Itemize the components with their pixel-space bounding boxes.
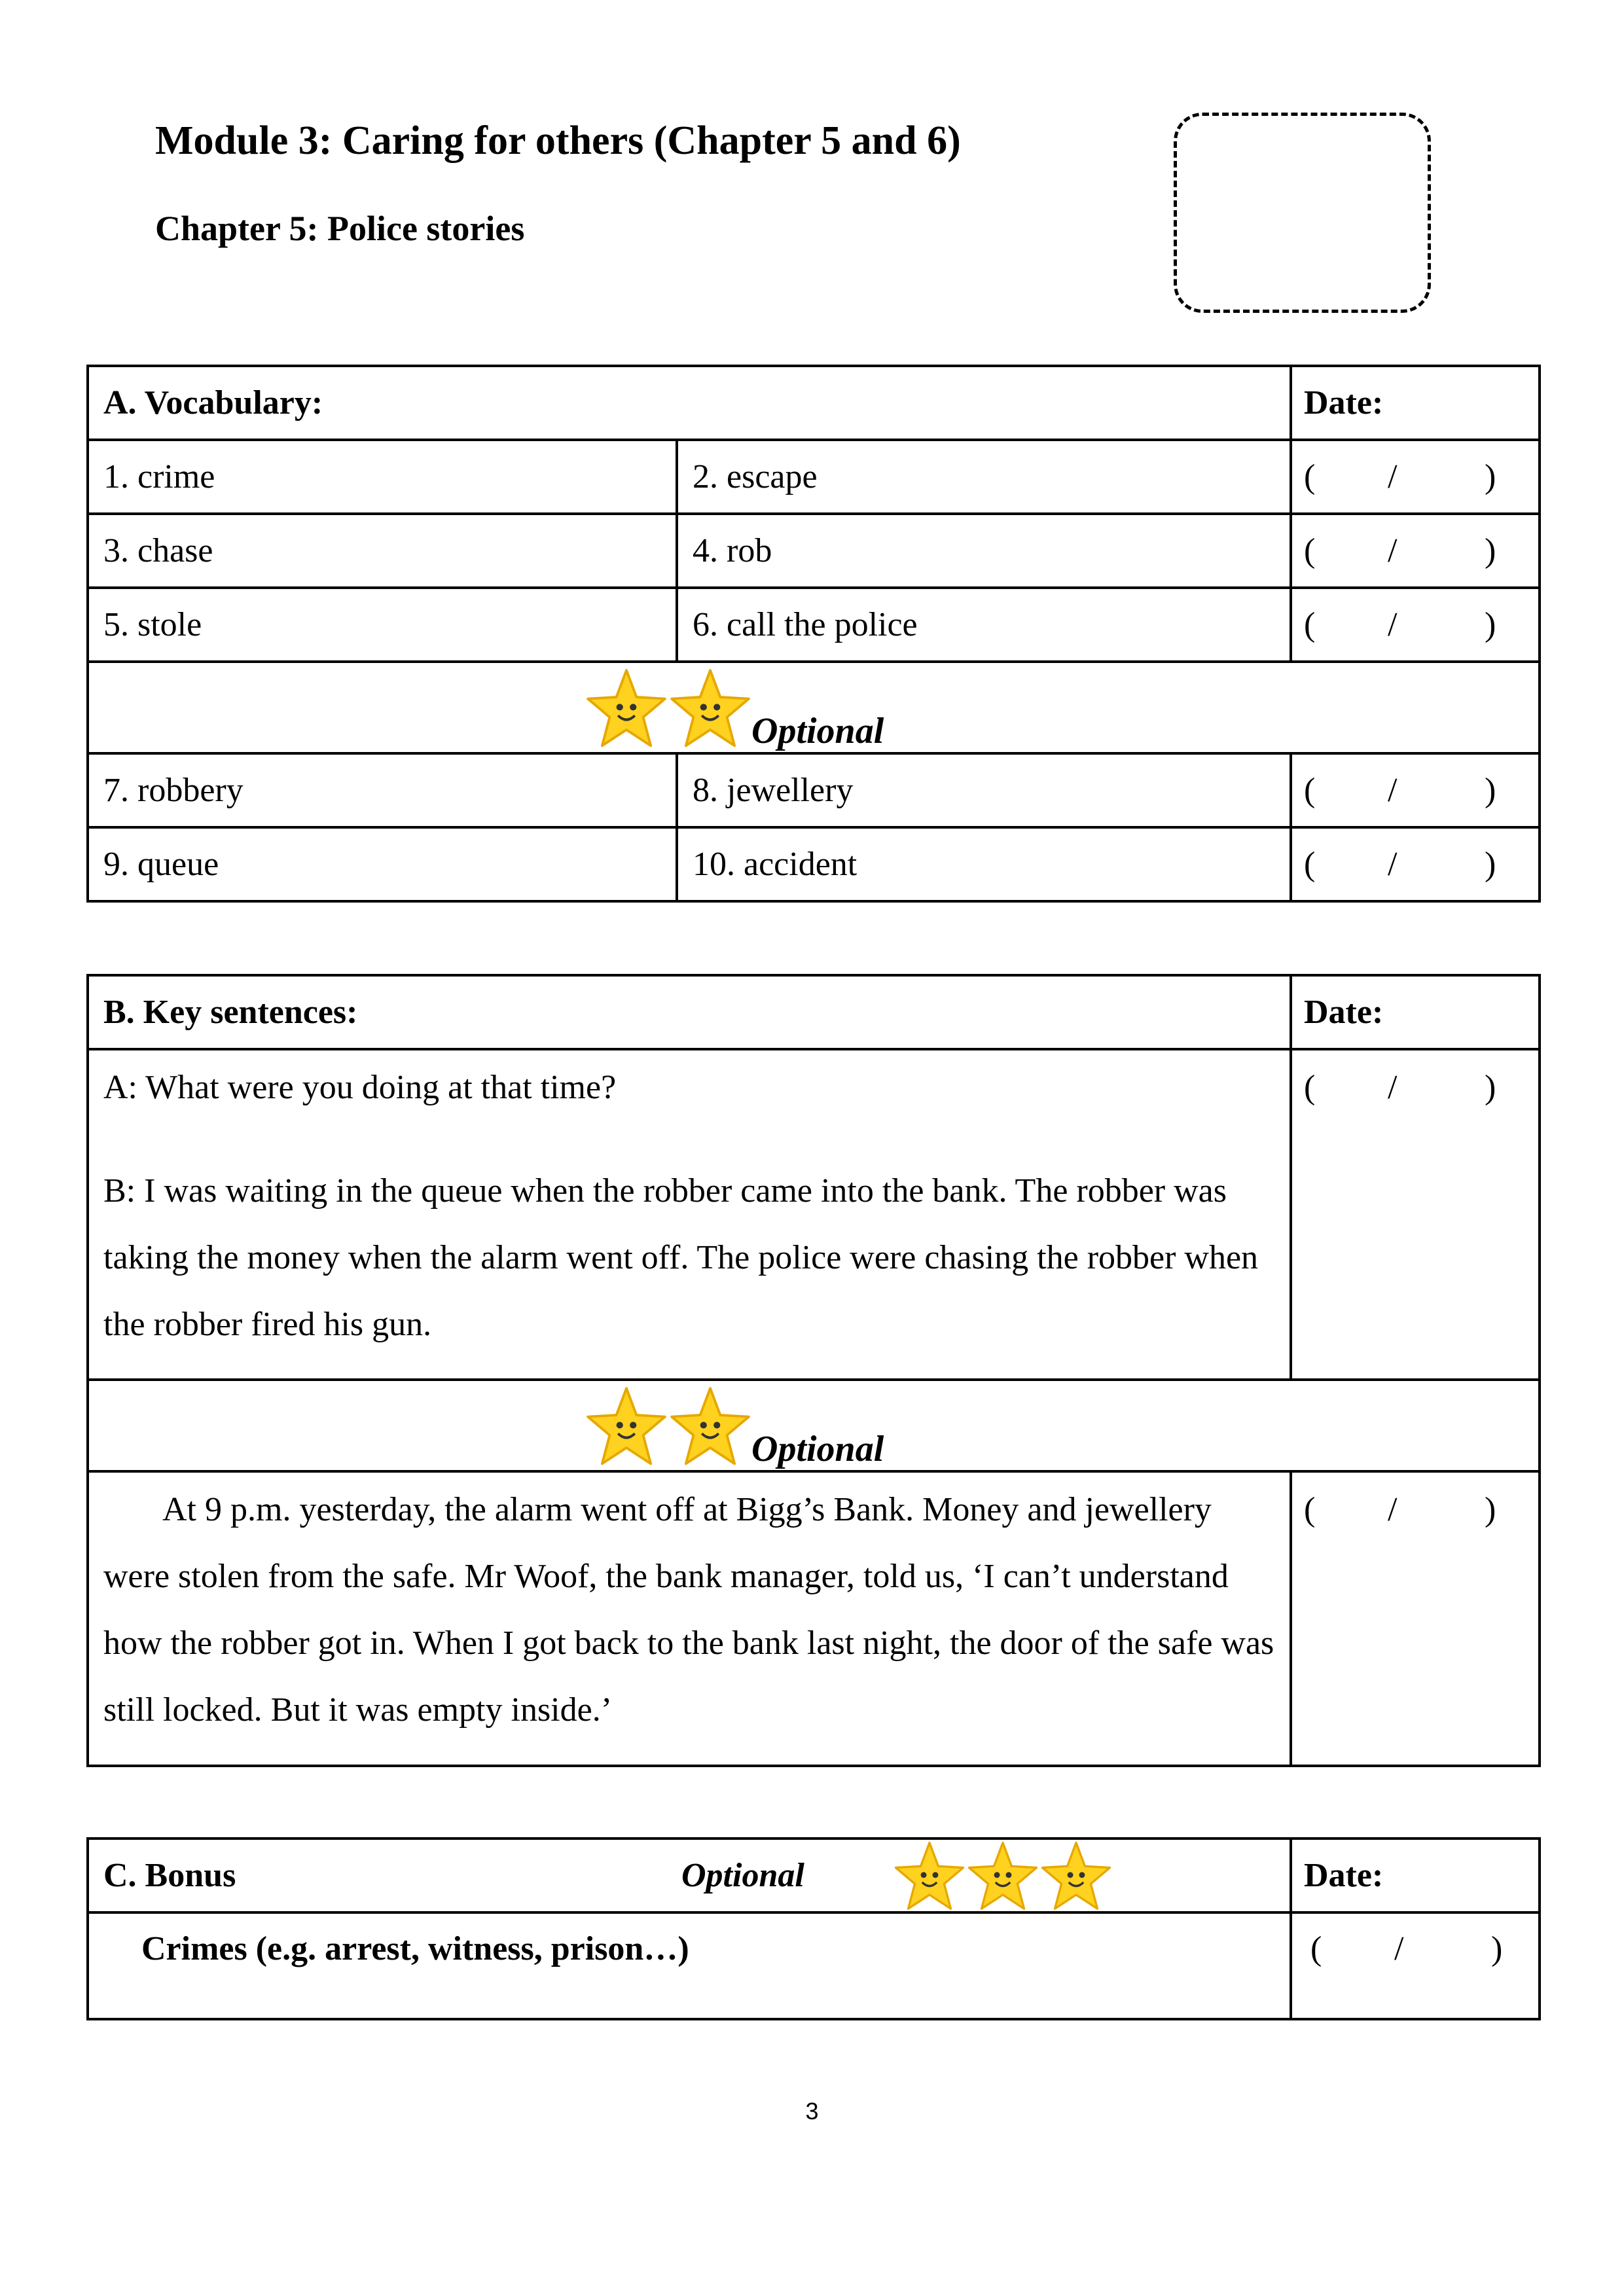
vocab-row [88,514,1540,588]
smiling-star-icon [893,1840,966,1913]
bonus-table [86,1837,1541,2020]
vocab-row [88,827,1540,901]
key-sentences-table [86,974,1541,1767]
chapter-title: Chapter 5: Police stories [155,209,525,248]
date-heading: Date: [1291,1839,1540,1912]
date-blank[interactable]: ( / ) [1291,827,1540,901]
module-title: Module 3: Caring for others (Chapter 5 and 6) [155,118,961,163]
vocab-word: 6. call the police [677,588,1291,662]
page-number: 3 [805,2098,819,2125]
vocabulary-heading: A. Vocabulary: [88,366,1291,440]
key-sentences-heading: B. Key sentences: [88,975,1291,1049]
vocab-row [88,440,1540,514]
date-heading: Date: [1291,975,1540,1049]
passage-cell [88,1471,1291,1766]
smiling-star-icon [668,667,752,751]
vocab-word: 2. escape [677,440,1291,514]
date-blank[interactable]: ( / ) [1291,1049,1540,1380]
vocab-word: 1. crime [88,440,677,514]
smiling-star-icon [966,1840,1039,1913]
dialogue-line-b: B: I was waiting in the queue when the robber came into the bank. The robber was taking the money when the alarm went off. The police were chasing the robber when the robber fired his gun. [103,1172,1259,1343]
optional-banner [88,662,1540,753]
date-blank[interactable]: ( / ) [1291,1471,1540,1766]
passage-paragraph: At 9 p.m. yesterday, the alarm went off at Bigg’s Bank. Money and jewellery were stolen from the safe. Mr Woof, the bank manager, told us, ‘I can’t understand how the robber got in. When I got back to the bank last night, the door of the safe was still locked. But it was empty inside.’ [103,1491,1274,1729]
vocab-word: 3. chase [88,514,677,588]
vocab-word: 10. accident [677,827,1291,901]
vocab-word: 5. stole [88,588,677,662]
date-blank[interactable]: ( / ) [1291,753,1540,827]
smiling-star-icon [585,667,668,751]
bonus-heading: C. Bonus [103,1857,236,1894]
date-heading: Date: [1291,366,1540,440]
vocab-row [88,753,1540,827]
stamp-box [1174,113,1431,313]
bonus-header-cell [88,1839,1291,1912]
optional-banner [88,1380,1540,1471]
date-blank[interactable]: ( / ) [1291,588,1540,662]
dialogue-line-a: A: What were you doing at that time? [103,1069,617,1106]
vocab-word: 9. queue [88,827,677,901]
optional-label: Optional [681,1857,804,1894]
dialogue-cell [88,1049,1291,1380]
date-blank[interactable]: ( / ) [1291,514,1540,588]
vocab-word: 4. rob [677,514,1291,588]
vocab-row [88,588,1540,662]
smiling-star-icon [668,1385,752,1469]
vocab-word: 8. jewellery [677,753,1291,827]
smiling-star-icon [1039,1840,1113,1913]
smiling-star-icon [585,1385,668,1469]
optional-label: Optional [751,711,884,751]
optional-label: Optional [751,1429,884,1469]
date-blank[interactable]: ( / ) [1291,1912,1540,2019]
vocabulary-table [86,365,1541,903]
bonus-prompt: Crimes (e.g. arrest, witness, prison…) [88,1912,1291,2019]
vocab-word: 7. robbery [88,753,677,827]
date-blank[interactable]: ( / ) [1291,440,1540,514]
